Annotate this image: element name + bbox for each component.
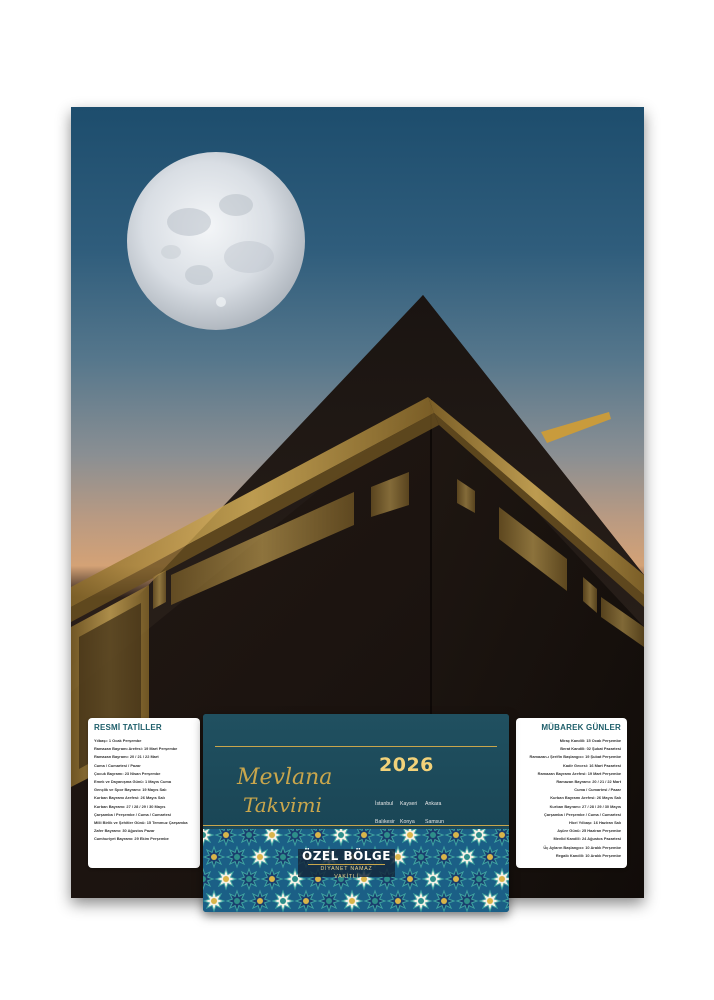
year-label: 2026: [379, 754, 434, 776]
holiday-item: Cumhuriyet Bayramı: 29 Ekim Perşembe: [94, 836, 169, 842]
holiday-item: Emek ve Dayanışma Günü: 1 Mayıs Cuma: [94, 779, 171, 785]
moon: [127, 152, 305, 330]
holy-day-item: Cuma / Cumartesi / Pazar: [574, 787, 621, 793]
official-holidays-panel: [88, 718, 200, 868]
holy-day-item: Ramazan Bayramı: 20 / 21 / 22 Mart: [556, 779, 621, 785]
holiday-item: Zafer Bayramı: 30 Ağustos Pazar: [94, 828, 155, 834]
holy-day-item: Aşüre Günü: 25 Haziran Perşembe: [557, 828, 621, 834]
holy-day-item: Kadir Gecesi: 16 Mart Pazartesi: [563, 762, 621, 768]
holiday-item: Kurban Bayramı: 27 / 28 / 29 / 30 Mayıs: [94, 803, 166, 809]
official-holidays-list: [94, 737, 194, 844]
mevlana-takvimi-logo: [233, 758, 353, 820]
holy-day-item: Üç Ayların Başlangıcı: 10 Aralık Perşembe: [543, 844, 621, 850]
holy-day-item: Kurban Bayramı: 27 / 28 / 29 / 30 Mayıs: [549, 803, 621, 809]
calendar-pad: [203, 714, 509, 912]
badge-title: ÖZEL BÖLGE: [302, 849, 391, 863]
holy-days-panel: [516, 718, 627, 868]
holiday-item: Gençlik ve Spor Bayramı: 19 Mayıs Salı: [94, 787, 167, 793]
city-name: Konya: [400, 819, 415, 825]
city-name: Balıkesir: [375, 819, 395, 825]
holy-day-item: Ramazan-ı Şerifin Başlangıcı: 19 Şubat Perşembe: [529, 754, 621, 760]
holy-day-item: Çarşamba / Perşembe / Cuma / Cumartesi: [544, 811, 621, 817]
city-name: İstanbul: [375, 801, 394, 807]
city-name: Kayseri: [400, 801, 418, 807]
holy-day-item: Hicri Yılbaşı: 16 Haziran Salı: [568, 820, 621, 826]
holy-days-title: MÜBAREK GÜNLER: [541, 723, 621, 732]
holy-days-list: [522, 737, 621, 860]
holiday-item: Çocuk Bayramı: 23 Nisan Perşembe: [94, 770, 161, 776]
official-holidays-title: RESMİ TATİLLER: [94, 723, 162, 732]
holiday-item: Ramazan Bayramı: 20 / 21 / 22 Mart: [94, 754, 159, 760]
holiday-item: Çarşamba / Perşembe / Cuma / Cumartesi: [94, 811, 171, 817]
holy-day-item: Regaib Kandili: 10 Aralık Perşembe: [555, 852, 621, 858]
holy-day-item: Mevlid Kandili: 24 Ağustos Pazartesi: [553, 836, 621, 842]
holy-day-item: Berat Kandili: 02 Şubat Pazartesi: [560, 746, 621, 752]
holy-day-item: Ramazan Bayramı Arefesi: 19 Mart Perşembe: [537, 770, 621, 776]
holiday-item: Milli Birlik ve Şehitler Günü: 15 Temmuz Çarşamba: [94, 820, 188, 826]
holiday-item: Kurban Bayramı Arefesi: 26 Mayıs Salı: [94, 795, 165, 801]
badge-subtitle: DİYANET NAMAZ VAKİTLİ: [308, 864, 385, 881]
brand-line1: Mevlana: [237, 765, 333, 790]
special-region-badge: [298, 849, 395, 880]
city-name: Samsun: [425, 819, 445, 825]
holy-day-item: Kurban Bayramı Arefesi: 26 Mayıs Salı: [550, 795, 621, 801]
holiday-item: Ramazan Bayramı Arefesi: 19 Mart Perşembe: [94, 746, 178, 752]
holiday-item: Cuma / Cumartesi / Pazar: [94, 762, 141, 768]
holy-day-item: Miraç Kandili: 15 Ocak Perşembe: [559, 738, 621, 743]
top-gold-line: [215, 746, 497, 747]
brand-line2: Takvimi: [243, 793, 322, 817]
holiday-item: Yılbaşı: 1 Ocak Perşembe: [94, 738, 142, 743]
city-name: Ankara: [425, 801, 442, 807]
